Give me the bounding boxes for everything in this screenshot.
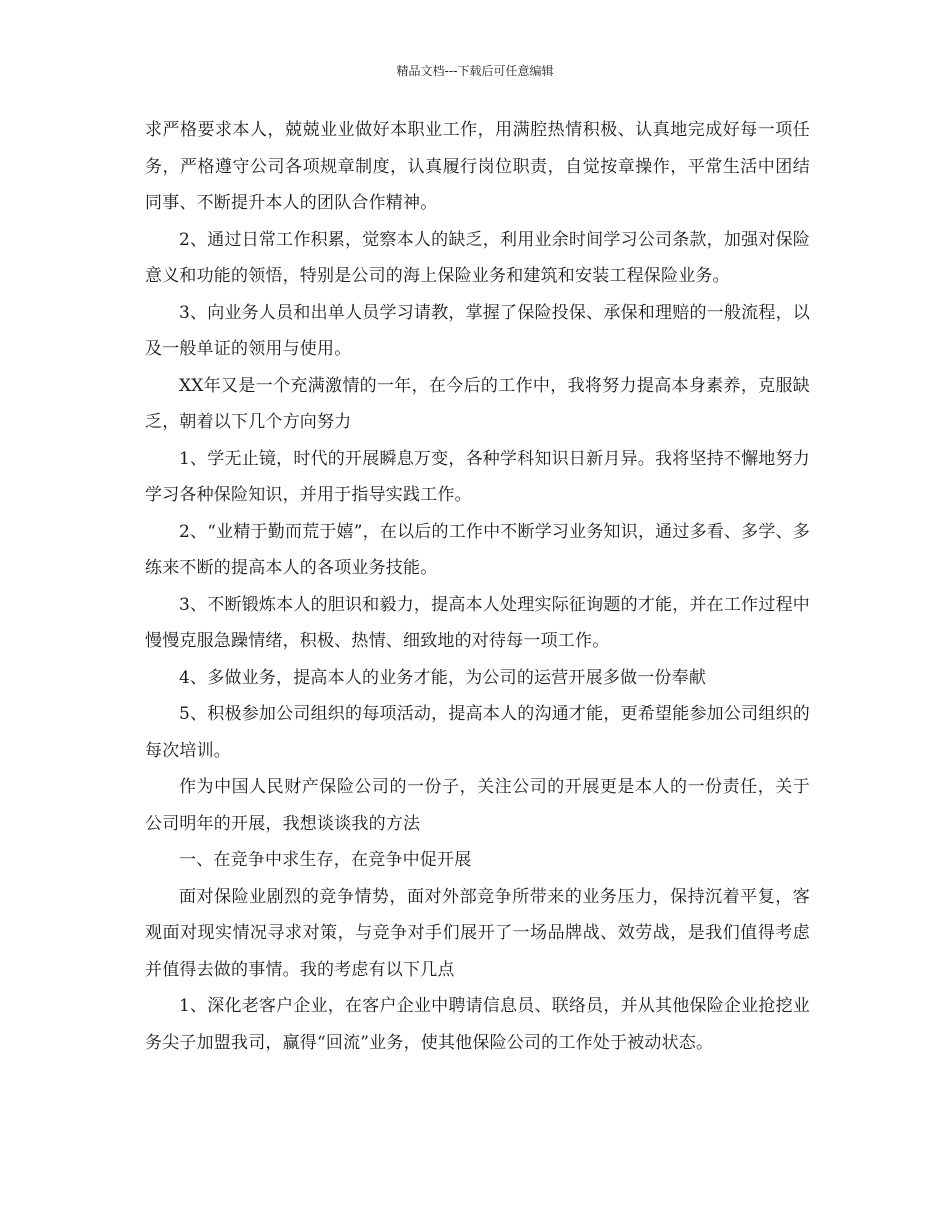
paragraph: XX年又是一个充满激情的一年，在今后的工作中，我将努力提高本身素养，克服缺乏，朝着以下几个方向努力	[145, 375, 810, 432]
page-header: 精品文档---下载后可任意编辑	[396, 64, 554, 78]
document-body	[145, 112, 810, 1061]
paragraph: 面对保险业剧烈的竞争情势，面对外部竞争所带来的业务压力，保持沉着平复，客观面对现实情况寻求对策，与竞争对手们展开了一场品牌战、效劳战，是我们值得考虑并值得去做的事情。我的考虑有以下几点	[145, 886, 810, 980]
paragraph: 2、“业精于勤而荒于嬉”，在以后的工作中不断学习业务知识，通过多看、多学、多练来不断的提高本人的各项业务技能。	[145, 521, 810, 578]
paragraph: 3、不断锻炼本人的胆识和毅力，提高本人处理实际征询题的才能，并在工作过程中慢慢克服急躁情绪，积极、热情、细致地的对待每一项工作。	[145, 594, 810, 651]
paragraph: 5、积极参加公司组织的每项活动，提高本人的沟通才能，更希望能参加公司组织的每次培训。	[145, 704, 810, 761]
paragraph: 3、向业务人员和出单人员学习请教，掌握了保险投保、承保和理赔的一般流程，以及一般单证的领用与使用。	[145, 302, 810, 359]
paragraph: 2、通过日常工作积累，觉察本人的缺乏，利用业余时间学习公司条款，加强对保险意义和功能的领悟，特别是公司的海上保险业务和建筑和安装工程保险业务。	[145, 229, 810, 286]
paragraph: 求严格要求本人，兢兢业业做好本职业工作，用满腔热情积极、认真地完成好每一项任务，严格遵守公司各项规章制度，认真履行岗位职责，自觉按章操作，平常生活中团结同事、不断提升本人的团队合作精神。	[145, 120, 810, 213]
section-heading: 一、在竞争中求生存，在竞争中促开展	[179, 850, 472, 870]
paragraph: 1、深化老客户企业，在客户企业中聘请信息员、联络员，并从其他保险企业抢挖业务尖子加盟我司，赢得“回流”业务，使其他保险公司的工作处于被动状态。	[145, 996, 810, 1053]
paragraph: 4、多做业务，提高本人的业务才能，为公司的运营开展多做一份奉献	[179, 667, 707, 688]
paragraph: 1、学无止镜，时代的开展瞬息万变，各种学科知识日新月异。我将坚持不懈地努力学习各种保险知识，并用于指导实践工作。	[145, 448, 810, 505]
paragraph: 作为中国人民财产保险公司的一份子，关注公司的开展更是本人的一份责任，关于公司明年的开展，我想谈谈我的方法	[145, 777, 810, 834]
